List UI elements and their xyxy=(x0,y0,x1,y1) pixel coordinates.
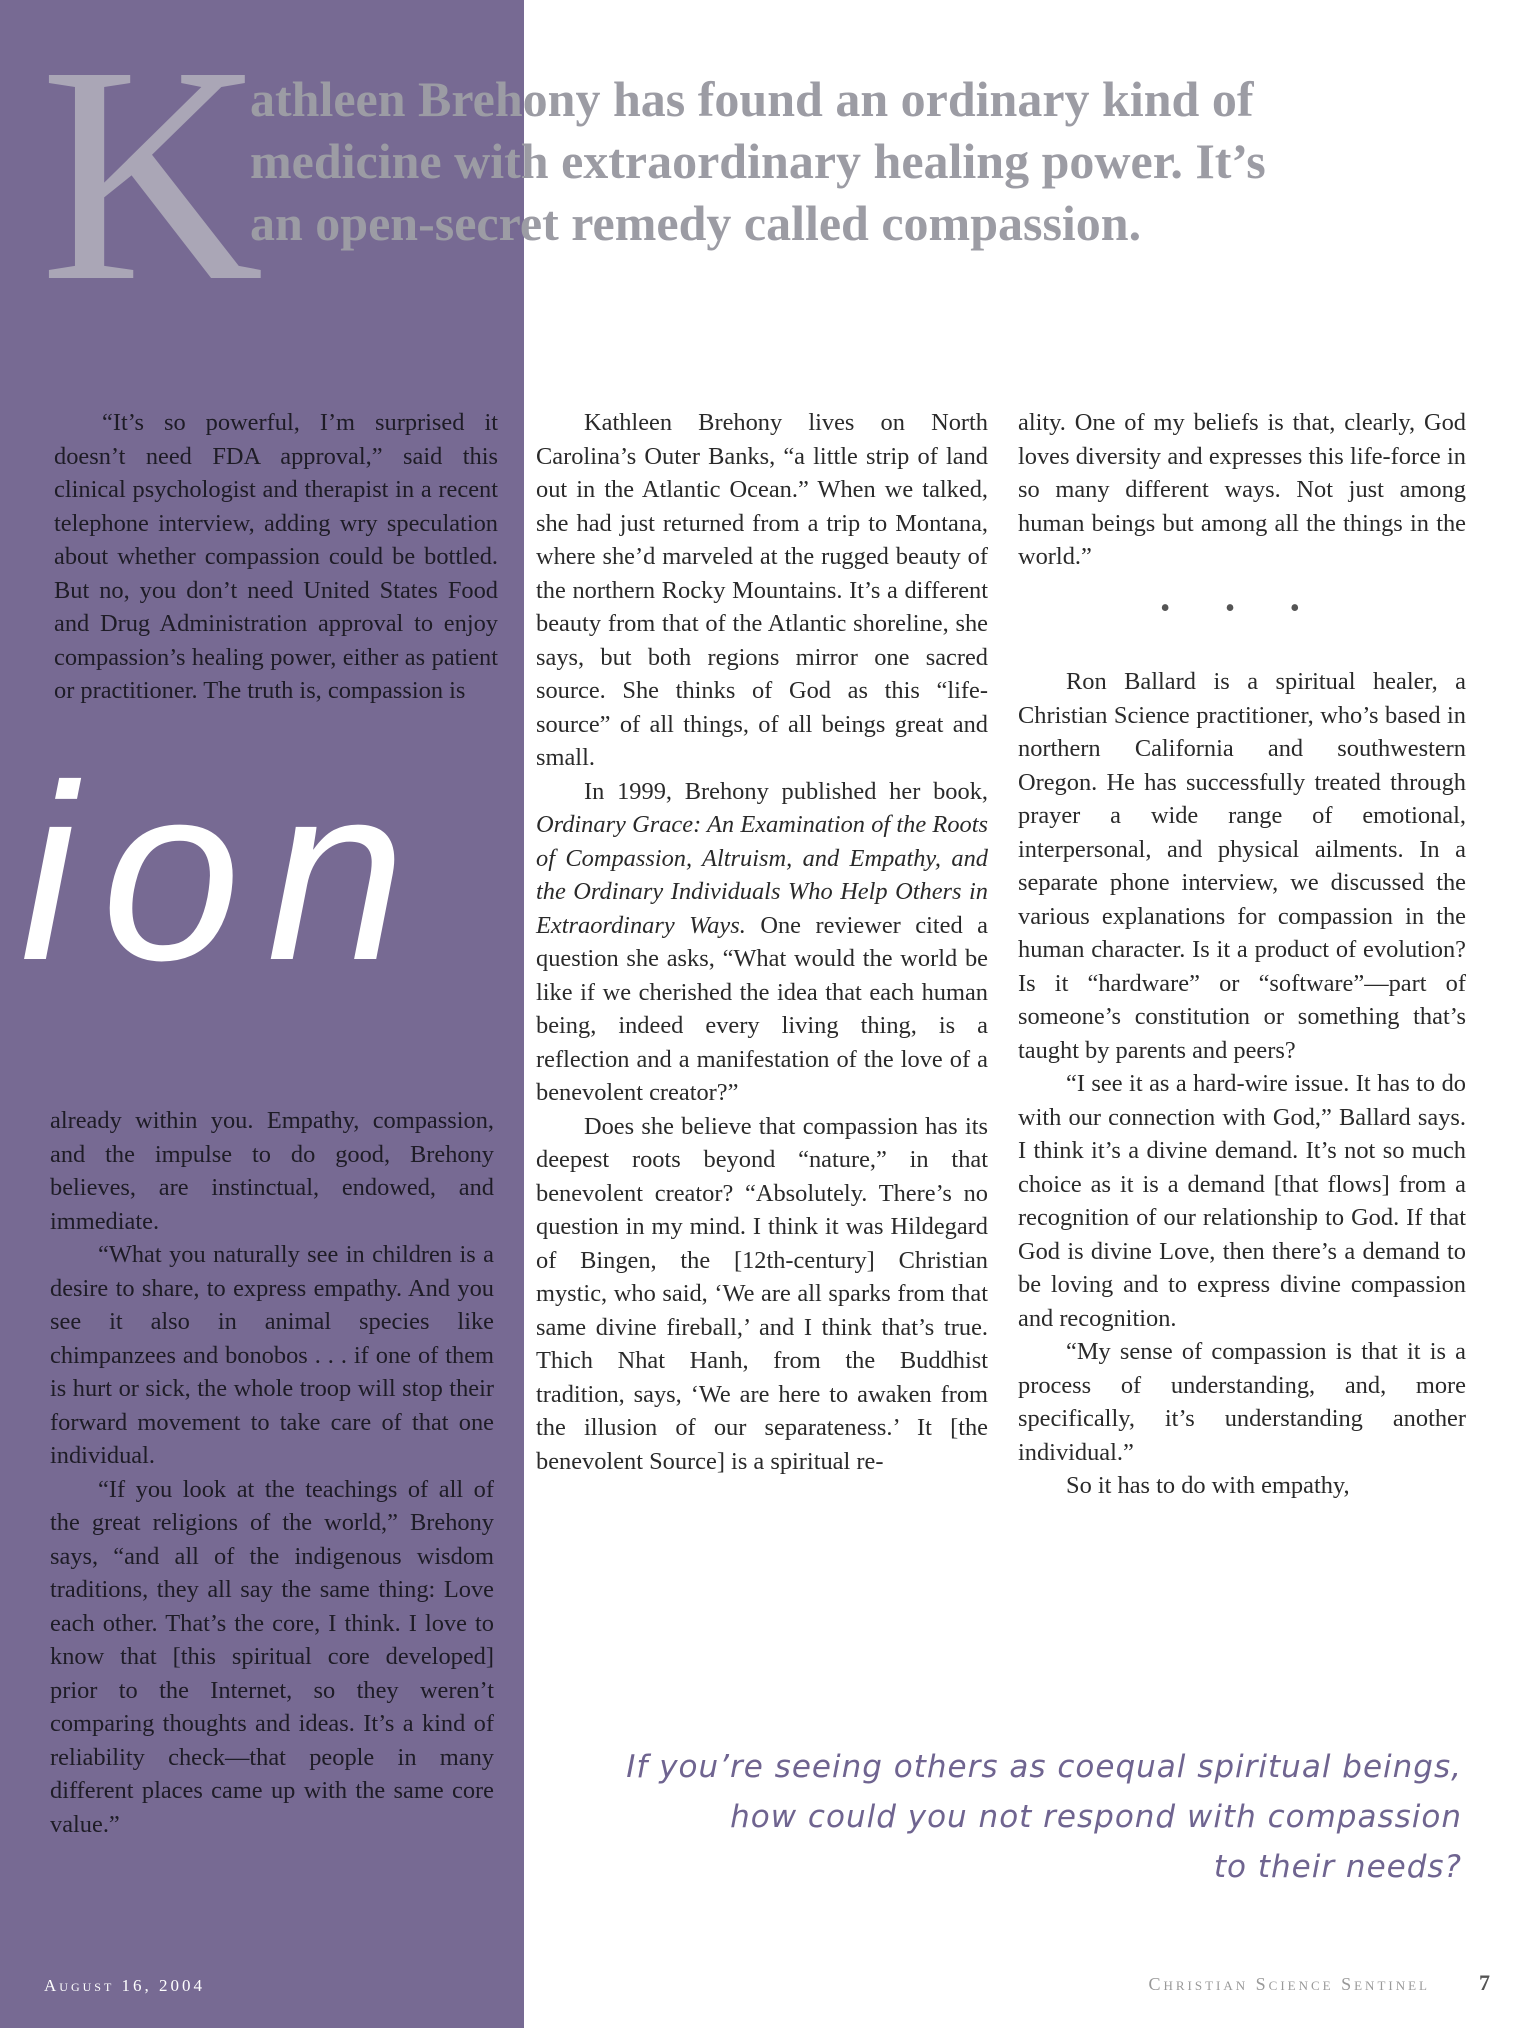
section-separator: • • • xyxy=(1160,592,1324,624)
column-2 xyxy=(536,406,988,1478)
col3-paragraph-2: Ron Ballard is a spiritual healer, a Christian Science practitioner, who’s based in northern California and southwestern Oregon. He has successfully treated through prayer a wide range of emotional, interpersonal, and physical ailments. In a separate phone interview, we discussed the various explanations for compassion in the human character. Is it a product of evolution? Is it “hardware” or “software”—part of someone’s constitution or something that’s taught by parents and peers? xyxy=(1018,668,1466,1064)
decorative-word-ion: ion xyxy=(20,733,432,1012)
book-title: Ordinary Grace: An Examination of the Roots of Compassion, Altruism, and Empathy, and the Ordinary Individuals Who Help Others in Extraordinary Ways. xyxy=(536,811,988,939)
column-1-top xyxy=(54,406,498,708)
publication-name xyxy=(1148,1974,1464,1995)
column-1-bottom xyxy=(50,1104,494,1841)
article-deck: athleen Brehony has found an ordinary kind of medicine with extraordinary healing power. It’s an open-secret remedy called compassion. xyxy=(250,71,1266,251)
col3-paragraph-3: “I see it as a hard-wire issue. It has to do with our connection with God,” Ballard says. I think it’s a divine demand. It’s not so much choice as it is a demand [that flows] from a recognition of our relationship to God. If that God is divine Love, then there’s a demand to be loving and to express divine compassion and recognition. xyxy=(1018,1070,1466,1332)
col3-paragraph-4: “My sense of compassion is that it is a process of understanding, and, more specifically, it’s understanding another individual.” xyxy=(1018,1338,1466,1466)
col2-paragraph-3: Does she believe that compassion has its deepest roots beyond “nature,” in that benevolent creator? “Absolutely. There’s no question in my mind. I think it was Hildegard of Bingen, the [12th-century] Christian mystic, who said, ‘We are all sparks from that same divine fireball,’ and I think that’s true. Thich Nhat Hanh, from the Buddhist tradition, says, ‘We are here to awaken from the illusion of our separateness.’ It [the benevolent Source] is a spiritual re- xyxy=(536,1112,988,1475)
col1-paragraph-3: “What you naturally see in children is a desire to share, to express empathy. And you see it also in animal species like chimpanzees and bonobos . . . if one of them is hurt or sick, the whole troop will stop their forward movement to take care of that one individual. xyxy=(50,1241,494,1469)
drop-cap-letter: K xyxy=(40,3,264,346)
col3-paragraph-5: So it has to do with empathy, xyxy=(1066,1472,1350,1499)
col2-p2-tail: One reviewer cited a question she asks, “What would the world be like if we cherished the idea that each human being, indeed every living thing, is a reflection and a manifestation of the love of a benevolent creator?” xyxy=(536,911,989,1106)
page-number: 7 xyxy=(1479,1970,1490,1995)
col1-paragraph-4: “If you look at the teachings of all of the great religions of the world,” Brehony says, “and all of the indigenous wisdom traditions, they all say the same thing: Love each other. That’s the core, I think. I love to know that [this spiritual core developed] prior to the Internet, so they weren’t comparing thoughts and ideas. It’s a kind of reliability check—that people in many different places came up with the same core value.” xyxy=(50,1475,494,1838)
col1-paragraph-1: “It’s so powerful, I’m surprised it doesn’t need FDA approval,” said this clinical psychologist and therapist in a recent telephone interview, adding wry speculation about whether compassion could be bottled. But no, you don’t need United States Food and Drug Administration approval to enjoy compassion’s healing power, either as patient or practitioner. The truth is, compassion is xyxy=(54,409,498,704)
issue-date: August 16, 2004 xyxy=(44,1976,206,1995)
col2-paragraph-2 xyxy=(536,775,988,1110)
col2-paragraph-1: Kathleen Brehony lives on North Carolina’s Outer Banks, “a little strip of land out in the Atlantic Ocean.” When we talked, she had just returned from a trip to Montana, where she’d marveled at the rugged beauty of the northern Rocky Mountains. It’s a different beauty from that of the Atlantic shoreline, she says, but both regions mirror one sacred source. She thinks of God as this “life-source” of all things, of all beings great and small. xyxy=(536,409,988,771)
col2-p2-lead: In 1999, Brehony published her book, xyxy=(584,777,988,805)
pull-quote: If you’re seeing others as coequal spiritual beings, how could you not respond with compassion to their needs? xyxy=(626,1749,1462,1885)
col3-paragraph-1: ality. One of my beliefs is that, clearly, God loves diversity and expresses this life-force in so many different ways. Not just among human beings but among all the things in the world.” xyxy=(1018,409,1466,570)
col1-paragraph-2: already within you. Empathy, compassion, and the impulse to do good, Brehony believes, are instinctual, endowed, and immediate. xyxy=(50,1107,494,1235)
column-3 xyxy=(1018,406,1466,1503)
publication-name-text: Christian Science Sentinel xyxy=(1148,1974,1430,1994)
